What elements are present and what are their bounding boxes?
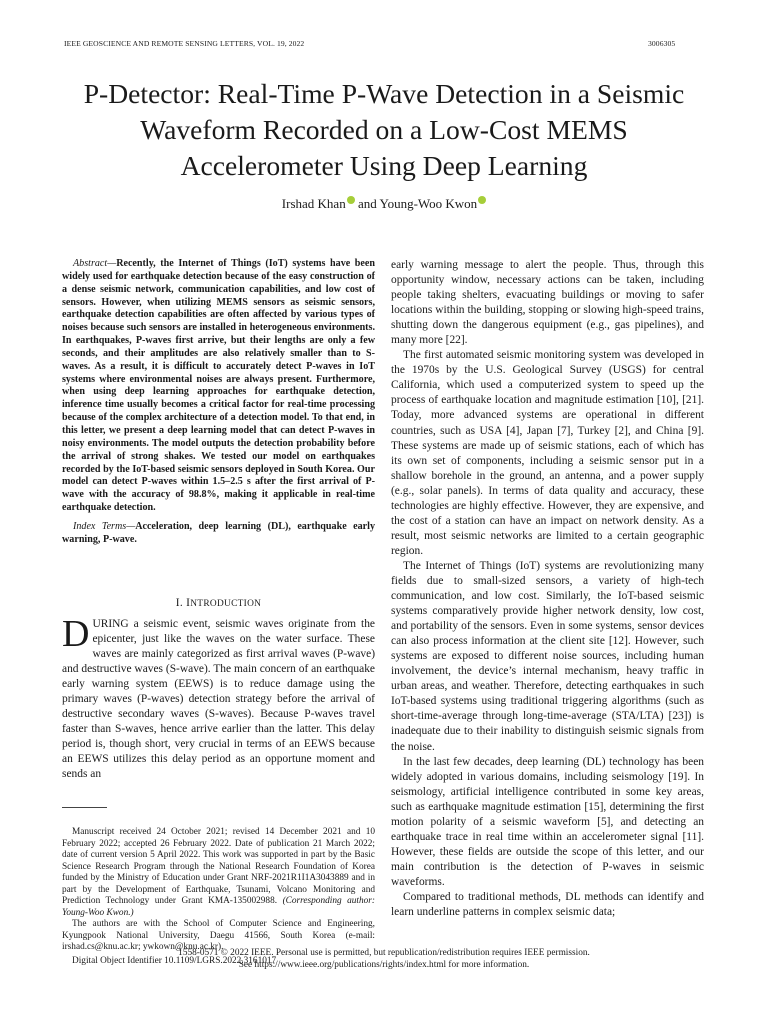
body-paragraph: Compared to traditional methods, DL methods can identify and learn underline patterns in complex seismic data; (391, 890, 704, 919)
section-title-first: I (186, 597, 191, 609)
footnote-manuscript (62, 827, 375, 919)
right-column (391, 258, 704, 920)
index-terms (62, 521, 375, 547)
author-line (60, 196, 708, 212)
footnote-doi: Digital Object Identifier 10.1109/LGRS.2022.3161017 (72, 955, 277, 966)
abstract-label: Abstract— (73, 258, 117, 269)
author-name: Irshad Khan (281, 196, 346, 211)
orcid-icon[interactable] (478, 196, 486, 204)
body-paragraph: The Internet of Things (IoT) systems are revolutionizing many fields due to small-sized sensors, a variety of high-tech communication, and low cost. Similarly, the IoT-based seismic systems comparatively provide higher network density, low cost, and portability of the sensors. Even in some systems, sensor devices can also process information at the client site [12]. However, such systems are exposed to different noise sources, including human involvement, the device’s internal mechanism, heavy traffic in urban areas, and weather. Therefore, detecting earthquakes in such IoT-based systems using traditional triggering algorithms (such as short-time-average through long-time-average (STA/LTA) [23]) is inadequate due to their inability to distinguish seismic signals from the noise. (391, 559, 704, 753)
body-paragraph: early warning message to alert the people. Thus, through this opportunity window, necessary actions can be taken, including people taking shelters, evacuating buildings or moving to safer locations within the building, stopping or slowing high-speed trains, shutting down the dangerous equipment (e.g., gas pipelines), and many more [22]. (391, 259, 704, 347)
footnotes (62, 827, 375, 967)
orcid-icon[interactable] (347, 196, 355, 204)
footnote-affiliation: The authors are with the School of Computer Science and Engineering, Kyungpook National University, Daegu 41566, South Korea (e-mail: irshad.cs@knu.ac.kr; ywkown@knu.ac.kr). (62, 919, 375, 952)
copyright-notice (60, 948, 708, 971)
abstract-text: Recently, the Internet of Things (IoT) systems have been widely used for earthquake detection because of the easy construction of a dense seismic network, communication capabilities, and low cost of sensors. However, when utilizing MEMS sensors as seismic sensors, earthquake detection capabilities are often affected by various types of noises because such sensors are installed in heterogeneous environments. In earthquakes, P-waves first arrive, but their lengths are only a few seconds, and their amplitudes are also relatively smaller than to S-waves. As a result, it is difficult to accurately detect P-waves in IoT systems where environmental noises are always present. Furthermore, when using deep learning approaches for earthquake detection, inference time usually becomes a critical factor for real-time processing because of the complex architecture of a detection model. To that end, in this letter, we present a deep learning model that can detect P-waves in noisy environments. The model outputs the detection probability before the arrival of strong shakes. We tested our model on earthquakes recorded by the IoT-based seismic sensors deployed in South Korea. Our model can detect P-waves within 1.5–2.5 s after the first arrival of P-wave with the accuracy of 98.8%, making it applicable in real-time earthquake detection. (62, 258, 375, 514)
abstract (62, 258, 375, 515)
left-column (62, 258, 375, 547)
copyright-line: See https://www.ieee.org/publications/rights/index.html for more information. (238, 959, 530, 970)
author-conjunction: and (357, 196, 377, 211)
paper-title: P-Detector: Real-Time P-Wave Detection in a Seismic Waveform Recorded on a Low-Cost MEMS Accelerometer Using Deep Learning (83, 78, 685, 181)
footnote-corresponding: (Corresponding author: Young-Woo Kwon.) (62, 896, 375, 918)
index-terms-text: Acceleration, deep learning (DL), earthquake early warning, P-wave. (62, 520, 376, 545)
footnote-manuscript-text: Manuscript received 24 October 2021; revised 14 December 2021 and 10 February 2022; accepted 26 February 2022. Date of publication 21 March 2022; date of current version 5 April 2022. This work was supported in part by the Basic Science Research Program through the National Research Foundation of Korea funded by the Ministry of Education under Grant NRF-2021R1I1A3043889 and in part by the Development of Earthquake, Tsunami, Volcano Monitoring and Prediction Technology under Grant KMA-135002988. (62, 827, 375, 906)
running-header-article-number: 3006305 (648, 39, 676, 48)
intro-paragraph (62, 613, 375, 783)
body-paragraph: The first automated seismic monitoring system was developed in the 1970s by the U.S. Geological Survey (USGS) for central California, which used a computerized system to speed up the process of earthquake location and magnitude estimation [10], [21]. Today, more advanced systems are operational in different countries, such as USA [4], Japan [7], Turkey [2], and China [9]. These systems are made up of seismic stations, each of which has its own set of components, including a seismic sensor put in a shallow borehole in the ground, an antenna, and a power supply (e.g., solar panels). In terms of data quality and accuracy, these technologies are highly effective. However, they are expensive, and the cost of a station can have an impact on network density. As a result, most seismic networks are limited to a certain geographic region. (391, 349, 704, 557)
author-name: Young-Woo Kwon (379, 196, 478, 211)
section-number: I. (175, 597, 183, 609)
running-header-journal: IEEE GEOSCIENCE AND REMOTE SENSING LETTERS, VOL. 19, 2022 (64, 39, 305, 48)
index-terms-label: Index Terms— (73, 520, 136, 532)
copyright-line: 1558-0571 © 2022 IEEE. Personal use is permitted, but republication/redistribution requires IEEE permission. (178, 948, 590, 958)
section-title-rest: NTRODUCTION (190, 599, 262, 609)
footnote-rule (62, 807, 107, 808)
section-heading (62, 597, 375, 609)
body-paragraph: In the last few decades, deep learning (DL) technology has been widely adopted in various domains, including seismology [19]. In seismology, artificial intelligence contributed in some key areas, such as earthquake magnitude estimation [15], determining the first motion polarity of a seismic waveform [5], and detecting an earthquake trace in real time within an accelerometer signal [11]. However, these fields are outside the scope of this letter, and our main contribution is the detection of P-waves in seismic waveforms. (391, 755, 704, 888)
intro-text: URING a seismic event, seismic waves originate from the epicenter, just like the waves on the water surface. These waves are mainly categorized as first arrival waves (P-wave) and destructive waves (S-wave). The main concern of an earthquake early warning system (EEWS) is to reduce damage using the primary waves (P-waves) detection strategy before the arrival of destructive secondary waves (S-waves). Because P-waves travel faster than S-waves, hence arrive earlier than the latter. This delay period is, though short, very crucial in terms of an EEWS because an EEWS utilizes this delay period as an opportune moment and sends an (62, 618, 375, 781)
intro-block (62, 613, 375, 783)
drop-cap: D (62, 613, 90, 655)
